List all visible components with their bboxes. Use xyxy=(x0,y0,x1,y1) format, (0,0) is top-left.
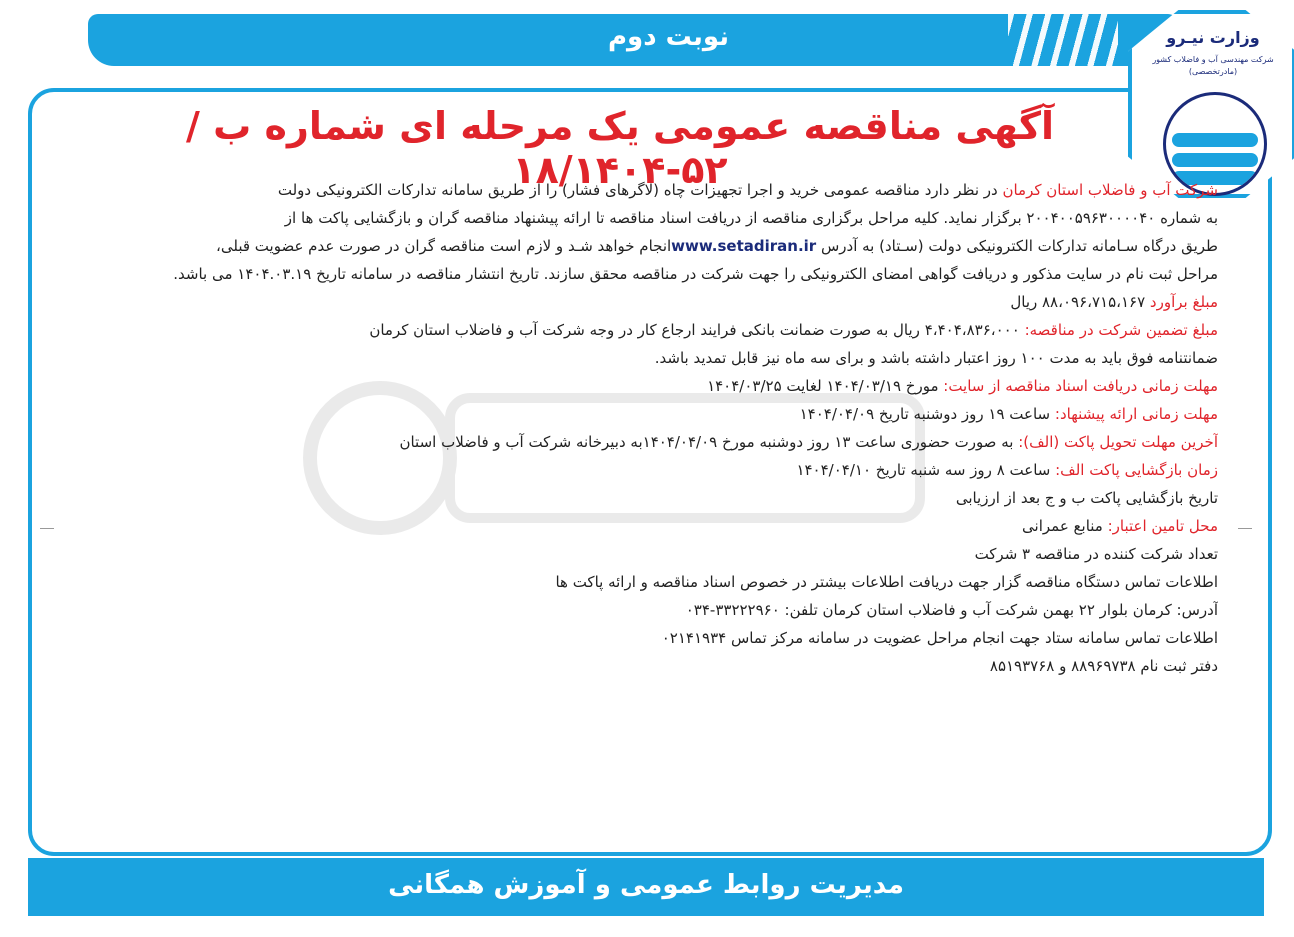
body-line xyxy=(62,512,1218,540)
round-label: نوبت دوم xyxy=(608,22,729,52)
text-span: اطلاعات تماس سامانه ستاد جهت انجام مراحل عضویت در سامانه مرکز تماس ۰۲۱۴۱۹۳۴ xyxy=(661,629,1218,647)
body-line xyxy=(62,316,1218,344)
field-value: ساعت ۱۹ روز دوشنبه تاریخ ۱۴۰۴/۰۴/۰۹ xyxy=(799,405,1051,423)
text-span: ضمانتنامه فوق باید به مدت ۱۰۰ روز اعتبار داشته باشد و برای سه ماه نیز قابل تمدید باشد. xyxy=(654,349,1218,367)
footer-label: مدیریت روابط عمومی و آموزش همگانی xyxy=(388,870,904,900)
field-value: منابع عمرانی xyxy=(1022,517,1103,535)
banner-stripes xyxy=(1008,14,1118,66)
body-line xyxy=(62,456,1218,484)
field-label: مبلغ تضمین شرکت در مناقصه: xyxy=(1019,321,1218,339)
text-span: طریق درگاه سـامانه تدارکات الکترونیکی دولت (سـتاد) به آدرس xyxy=(816,237,1218,255)
crop-mark xyxy=(1238,528,1252,529)
footer-banner xyxy=(28,858,1264,916)
wave-shape xyxy=(1172,133,1258,147)
text-span: به شماره ۲۰۰۴۰۰۵۹۶۳۰۰۰۰۴۰ برگزار نماید. کلیه مراحل برگزاری مناقصه از دریافت اسناد مناقصه تا ارائه پیشنهاد مناقصه گران و بازگشایی پاکت ها از xyxy=(284,209,1218,227)
page-title: آگهی مناقصه عمومی یک مرحله ای شماره ب /۵۲-۱۸/۱۴۰۴ xyxy=(185,104,1055,192)
field-label: محل تامین اعتبار: xyxy=(1102,517,1218,535)
text-span: در نظر دارد مناقصه عمومی خرید و اجرا تجهیزات چاه (لاگرهای فشار) را از طریق سامانه تدارکات الکترونیکی دولت xyxy=(277,181,1003,199)
text-span: تعداد شرکت کننده در مناقصه ۳ شرکت xyxy=(974,545,1218,563)
field-label: زمان بازگشایی پاکت الف: xyxy=(1050,461,1218,479)
field-label: مهلت زمانی دریافت اسناد مناقصه از سایت: xyxy=(938,377,1218,395)
field-value: ساعت ۸ روز سه شنبه تاریخ ۱۴۰۴/۰۴/۱۰ xyxy=(796,461,1051,479)
text-span: تاریخ بازگشایی پاکت ب و ج بعد از ارزیابی xyxy=(955,489,1218,507)
body-line xyxy=(62,176,1218,204)
body-line xyxy=(62,484,1218,512)
text-span: دفتر ثبت نام ۸۸۹۶۹۷۳۸ و ۸۵۱۹۳۷۶۸ xyxy=(989,657,1218,675)
body-line xyxy=(62,232,1218,260)
logo-title: وزارت نیـرو xyxy=(1166,28,1260,47)
body-line xyxy=(62,288,1218,316)
text-span: انجام خواهد شـد و لازم است مناقصه گران در صورت عدم عضویت قبلی، xyxy=(216,237,672,255)
field-label: مبلغ برآورد xyxy=(1145,293,1218,311)
body-line xyxy=(62,400,1218,428)
field-value: ۴،۴۰۴،۸۳۶،۰۰۰ ریال به صورت ضمانت بانکی فرایند ارجاع کار در وجه شرکت آب و فاضلاب استان کرمان xyxy=(369,321,1020,339)
body-line xyxy=(62,260,1218,288)
text-span: اطلاعات تماس دستگاه مناقصه گزار جهت دریافت اطلاعات بیشتر در خصوص اسناد مناقصه و ارائه پاکت ها xyxy=(555,573,1218,591)
org-name: شرکت آب و فاضلاب استان کرمان xyxy=(1002,181,1218,199)
body-line xyxy=(62,652,1218,680)
top-banner xyxy=(88,14,1178,66)
body-line xyxy=(62,428,1218,456)
body-line xyxy=(62,540,1218,568)
body-line xyxy=(62,568,1218,596)
field-value: مورخ ۱۴۰۴/۰۳/۱۹ لغایت ۱۴۰۴/۰۳/۲۵ xyxy=(707,377,939,395)
field-value: به صورت حضوری ساعت ۱۳ روز دوشنبه مورخ ۱۴۰۴/۰۴/۰۹به دبیرخانه شرکت آب و فاضلاب استان xyxy=(399,433,1014,451)
field-label: مهلت زمانی ارائه پیشنهاد: xyxy=(1050,405,1218,423)
logo-subtitle: شرکت مهندسی آب و فاضلاب کشور (مادرتخصصی) xyxy=(1152,55,1274,76)
wave-shape xyxy=(1172,153,1258,167)
setad-link[interactable]: www.setadiran.ir xyxy=(671,237,817,255)
text-span: آدرس: کرمان بلوار ۲۲ بهمن شرکت آب و فاضلاب استان کرمان تلفن: ۳۳۲۲۲۹۶۰-۰۳۴ xyxy=(685,601,1218,619)
crop-mark xyxy=(40,528,54,529)
field-label: آخرین مهلت تحویل پاکت (الف): xyxy=(1013,433,1218,451)
text-span: مراحل ثبت نام در سایت مذکور و دریافت گواهی امضای الکترونیکی را جهت شرکت در مناقصه محقق سازند. تاریخ انتشار مناقصه در سامانه تاریخ ۱۴۰۴.۰۳.۱۹ می باشد. xyxy=(173,265,1218,283)
body-line xyxy=(62,372,1218,400)
body-line xyxy=(62,624,1218,652)
body-line xyxy=(62,344,1218,372)
body-line xyxy=(62,204,1218,232)
field-value: ۸۸،۰۹۶،۷۱۵،۱۶۷ ریال xyxy=(1010,293,1146,311)
body-line xyxy=(62,596,1218,624)
notice-body xyxy=(62,176,1218,680)
